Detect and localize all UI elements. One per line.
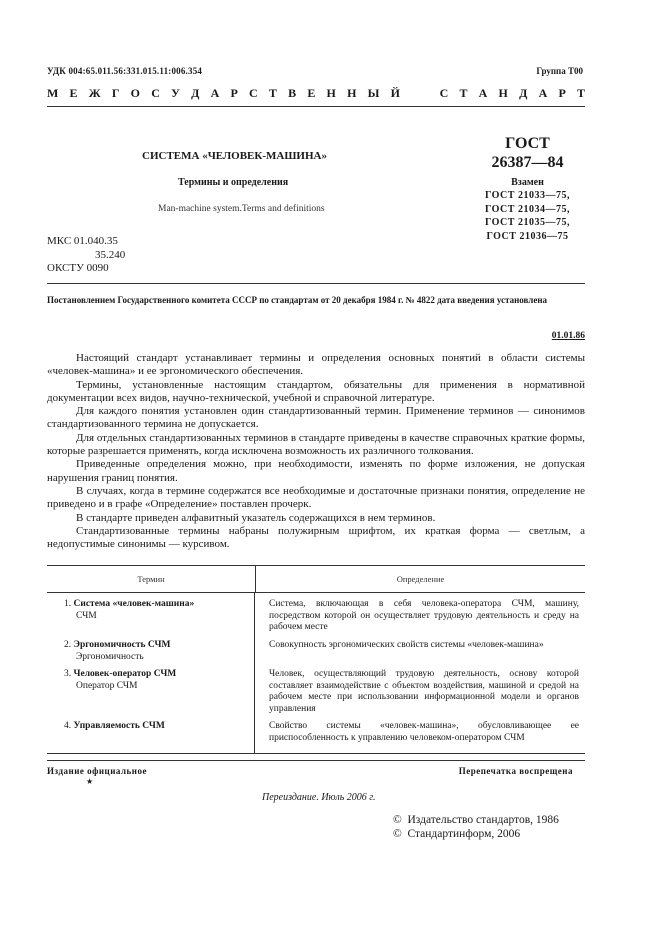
okstu-code: ОКСТУ 0090	[47, 262, 109, 274]
copyright-line: © Стандартинформ, 2006	[393, 827, 521, 840]
term-column	[47, 593, 255, 753]
intro-paragraph: Для каждого понятия установлен один стандартизованный термин. Применение терминов — синонимов стандартизованного термина не допускается.	[47, 405, 585, 431]
term-name: Система «человек-машина»	[73, 599, 195, 609]
table-row	[47, 721, 254, 747]
mks-code: МКС 01.040.35	[47, 235, 118, 247]
reprint-notice: Перепечатка воспрещена	[458, 766, 573, 776]
terms-table	[47, 565, 585, 754]
official-edition: Издание официальное	[47, 766, 147, 776]
term-number: 1.	[64, 599, 72, 609]
replaced-standard: ГОСТ 21036—75	[486, 230, 569, 242]
intro-paragraph: Для отдельных стандартизованных терминов в стандарте приведены в качестве справочных краткие формы, которые разрешается применять, когда исключена возможность их различного толкования.	[47, 431, 585, 458]
intro-section	[47, 352, 585, 551]
term-name: Человек-оператор СЧМ	[73, 669, 177, 679]
intro-paragraph: Стандартизованные термины набраны полужирным шрифтом, их краткая форма — светлым, а недопустимые синонимы — курсивом.	[47, 524, 585, 551]
header-divider	[47, 106, 585, 107]
system-title: СИСТЕМА «ЧЕЛОВЕК-МАШИНА»	[142, 150, 327, 162]
term-name: Эргономичность СЧМ	[73, 640, 171, 650]
instead-label: Взамен	[511, 177, 544, 188]
decree-text: Постановлением Государственного комитета СССР по стандартам от 20 декабря 1984 г. № 4822 дата введения установлена	[47, 295, 548, 305]
copyright-line: © Издательство стандартов, 1986	[393, 814, 559, 826]
star-icon: ★	[86, 777, 94, 786]
gost-block	[470, 134, 585, 243]
definition-column	[255, 593, 585, 753]
term-short: Оператор СЧМ	[76, 680, 138, 691]
effective-date: 01.01.86	[551, 331, 585, 341]
classification-codes	[47, 235, 125, 276]
replaced-standard: ГОСТ 21033—75,	[485, 190, 570, 201]
copyright-block	[393, 814, 559, 841]
term-name: Управляемость СЧМ	[73, 721, 165, 731]
table-row	[47, 599, 254, 640]
term-short: СЧМ	[76, 610, 97, 621]
codes-divider	[47, 283, 585, 284]
term-definition: Система, включающая в себя человека-оператора СЧМ, машину, посредством которой он осуществляет трудовую деятельность и среду на рабочем месте	[269, 599, 579, 632]
group-code: Группа Т00	[536, 66, 583, 76]
footer-divider	[47, 760, 585, 761]
term-number: 3.	[64, 669, 72, 679]
gost-label: ГОСТ	[505, 135, 550, 152]
table-row	[47, 669, 254, 721]
term-definition: Совокупность эргономических свойств системы «человек-машина»	[269, 640, 544, 650]
mks-code-2: 35.240	[95, 248, 126, 261]
term-number: 2.	[64, 640, 72, 650]
intro-paragraph: Настоящий стандарт устанавливает термины и определения основных понятий в области системы «человек-машина» и ее эргономического обеспечения.	[47, 352, 585, 378]
replaced-standard: ГОСТ 21035—75,	[485, 217, 570, 229]
table-header	[47, 566, 585, 593]
term-number: 4.	[64, 721, 72, 731]
term-definition: Свойство системы «человек-машина», обусловливающее ее приспособленность к управлению человеком-оператором СЧМ	[269, 721, 579, 743]
table-row	[47, 640, 254, 669]
replaced-standard: ГОСТ 21034—75,	[485, 203, 570, 215]
reissue-note: Переиздание. Июль 2006 г.	[262, 792, 376, 803]
intro-paragraph: Приведенные определения можно, при необходимости, изменять по форме изложения, не допуская нарушения границ понятия.	[47, 458, 585, 484]
english-title: Man-machine system.Terms and definitions	[158, 204, 325, 214]
column-header-definition: Определение	[396, 574, 445, 584]
term-definition: Человек, осуществляющий трудовую деятельность, основу которой составляет взаимодействие с объектом воздействия, машиной и средой на рабочем месте при использовании информационной модели и органов управления	[269, 669, 579, 714]
gost-number: 26387—84	[491, 154, 564, 171]
subtitle: Термины и определения	[178, 177, 289, 188]
udk-code: УДК 004:65.011.56:331.015.11:006.354	[47, 66, 203, 76]
term-short: Эргономичность	[76, 651, 144, 662]
intro-paragraph: Термины, установленные настоящим стандартом, обязательны для применения в нормативной документации всех видов, научно-технической, учебной и справочной литературе.	[47, 378, 585, 404]
column-header-term: Термин	[47, 566, 256, 592]
standard-type-heading: М Е Ж Г О С У Д А Р С Т В Е Н Н Ы Й С Т А Н Д А Р Т	[47, 86, 585, 100]
intro-paragraph: В случаях, когда в термине содержатся все необходимые и достаточные признаки понятия, определение не приведено и в графе «Определение» поставлен прочерк.	[47, 484, 585, 511]
table-body	[47, 593, 585, 753]
intro-paragraph: В стандарте приведен алфавитный указатель содержащихся в нем терминов.	[76, 511, 436, 524]
